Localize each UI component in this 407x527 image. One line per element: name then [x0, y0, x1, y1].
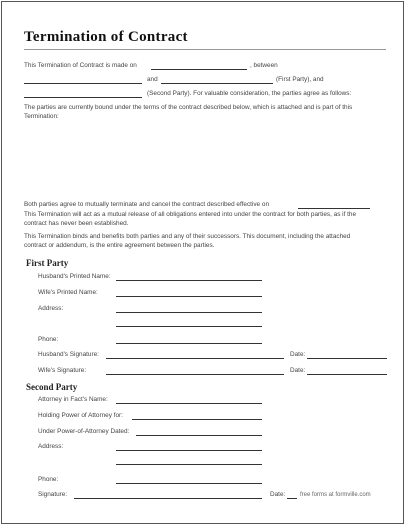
intro-line3: (Second Party). For valuable consideration, the parties agree as follows:: [147, 90, 352, 97]
first-party-address-label: Address:: [38, 305, 64, 312]
second-party-address-label: Address:: [38, 443, 64, 450]
date-made-blank[interactable]: [151, 69, 247, 70]
attorney-name-label: Attorney in Fact's Name:: [38, 396, 108, 403]
wife-signature-field[interactable]: [106, 374, 284, 375]
husband-signature-label: Husband's Signature:: [38, 351, 99, 358]
second-party-phone-field[interactable]: [116, 483, 262, 484]
second-party-date-label: Date:: [270, 491, 286, 498]
intro-line1-prefix: This Termination of Contract is made on: [24, 62, 137, 69]
effective-date-blank[interactable]: [298, 208, 370, 209]
footer-credit: free forms at formville.com: [300, 492, 371, 498]
holding-poa-field[interactable]: [132, 419, 262, 420]
second-party-signature-field[interactable]: [74, 498, 262, 499]
husband-name-field[interactable]: [116, 280, 262, 281]
first-party-name-blank[interactable]: [24, 83, 142, 84]
first-party-phone-field[interactable]: [116, 343, 262, 344]
poa-dated-label: Under Power-of-Attorney Dated:: [38, 428, 130, 435]
first-party-phone-label: Phone:: [38, 336, 59, 343]
agreement-line5: contract or addendum, is the entire agreement between the parties.: [24, 242, 215, 249]
intro-line1-suffix: , between: [250, 62, 278, 69]
intro-first-party: (First Party), and: [276, 76, 324, 83]
first-party-heading: First Party: [26, 258, 69, 268]
intro-para1-line1: The parties are currently bound under the terms of the contract described below, which is attached and is part of this: [24, 104, 353, 111]
wife-date-field[interactable]: [307, 374, 387, 375]
second-party-phone-label: Phone:: [38, 476, 59, 483]
agreement-line1: Both parties agree to mutually terminate and cancel the contract described effective on: [24, 201, 269, 208]
document-page: [1, 1, 404, 524]
first-party-address-field[interactable]: [116, 312, 262, 313]
first-party-name-blank-2[interactable]: [161, 83, 273, 84]
wife-date-label: Date:: [290, 367, 306, 374]
wife-name-label: Wife's Printed Name:: [38, 289, 98, 296]
wife-signature-label: Wife's Signature:: [38, 367, 87, 374]
second-party-address-field[interactable]: [116, 450, 262, 451]
husband-date-label: Date:: [290, 351, 306, 358]
agreement-line4: This Termination binds and benefits both parties and any of their successors. This document, including the attached: [24, 233, 351, 240]
poa-dated-field[interactable]: [136, 435, 262, 436]
first-party-address-field-2[interactable]: [116, 326, 262, 327]
intro-para1-line2: Termination:: [24, 113, 59, 120]
second-party-heading: Second Party: [26, 382, 78, 392]
husband-date-field[interactable]: [307, 358, 387, 359]
intro-and: and: [147, 76, 158, 83]
attorney-name-field[interactable]: [116, 403, 262, 404]
agreement-line3: contract has never been established.: [24, 220, 129, 227]
document-title: Termination of Contract: [24, 29, 188, 45]
husband-signature-field[interactable]: [106, 358, 284, 359]
second-party-signature-label: Signature:: [38, 491, 68, 498]
second-party-address-field-2[interactable]: [116, 464, 262, 465]
second-party-date-field[interactable]: [287, 498, 297, 499]
wife-name-field[interactable]: [116, 296, 262, 297]
husband-name-label: Husband's Printed Name:: [38, 273, 111, 280]
agreement-line2: This Termination will act as a mutual release of all obligations entered into under the contract for both parties, as if the: [24, 211, 357, 218]
title-divider: [24, 49, 386, 50]
holding-poa-label: Holding Power of Attorney for:: [38, 412, 123, 419]
second-party-name-blank[interactable]: [24, 97, 142, 98]
